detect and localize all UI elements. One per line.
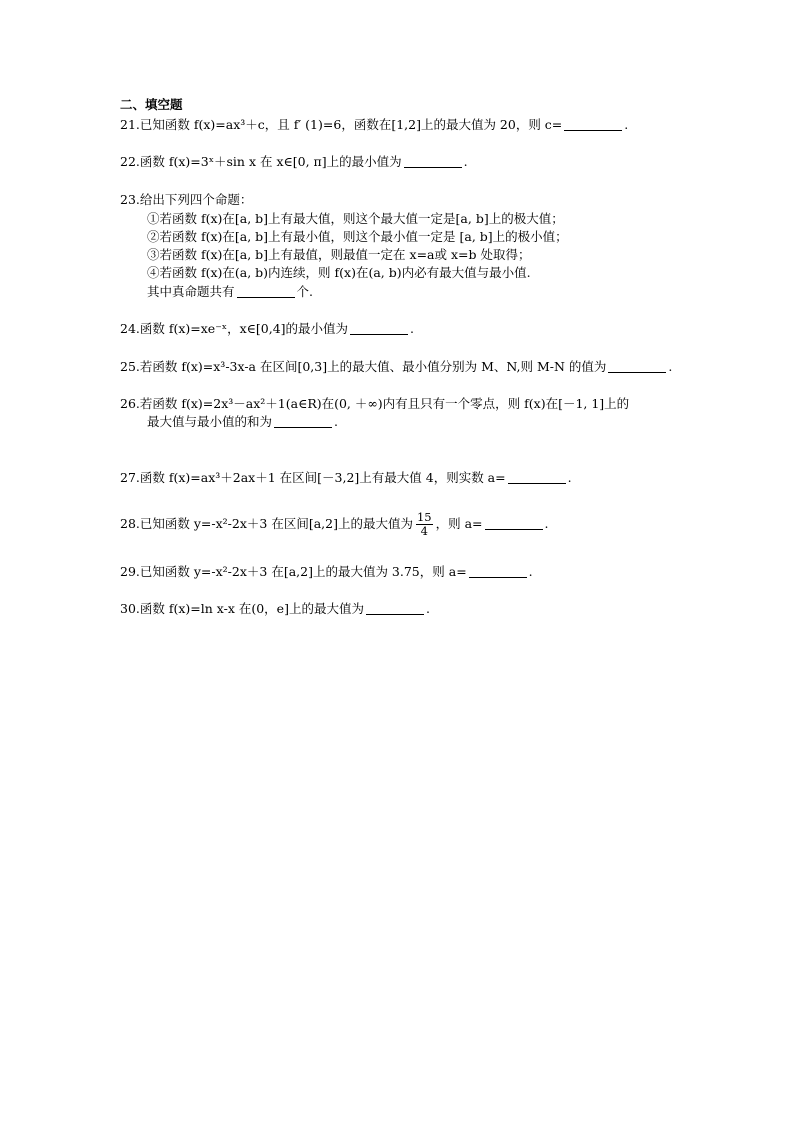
problem-21: 21.已知函数 f(x)=ax³＋c，且 f′ (1)=6，函数在[1,2]上的最大值为 20，则 c= . <box>120 117 629 132</box>
problem-23-item-1: ①若函数 f(x)在[a, b]上有最大值，则这个最大值一定是[a, b]上的极大值； <box>147 211 564 226</box>
problem-23-item-2: ②若函数 f(x)在[a, b]上有最小值，则这个最小值一定是 [a, b]上的极小值； <box>147 229 568 244</box>
problem-26-line-1: 26.若函数 f(x)=2x³－ax²＋1(a∈R)在(0, ＋∞)内有且只有一个零点，则 f(x)在[－1, 1]上的 <box>120 396 630 411</box>
answer-blank-22[interactable] <box>404 155 462 168</box>
answer-blank-23[interactable] <box>237 285 295 298</box>
answer-blank-28[interactable] <box>485 517 543 530</box>
problem-24: 24.函数 f(x)=xe⁻ˣ，x∈[0,4]的最小值为 . <box>120 321 415 336</box>
problem-24-text: 24.函数 f(x)=xe⁻ˣ，x∈[0,4]的最小值为 <box>120 321 349 336</box>
answer-blank-25[interactable] <box>608 360 666 373</box>
problem-23-conclusion: 其中真命题共有 个. <box>147 284 313 299</box>
problem-30: 30.函数 f(x)=ln x-x 在(0，e]上的最大值为 . <box>120 601 430 616</box>
problem-26-line-2: 最大值与最小值的和为 . <box>147 414 338 429</box>
problem-29: 29.已知函数 y=-x²-2x＋3 在[a,2]上的最大值为 3.75，则 a= . <box>120 564 533 579</box>
fraction-15-over-4: $\frac{15}{4}$ <box>416 510 432 538</box>
answer-blank-26[interactable] <box>274 415 332 428</box>
problem-27-text: 27.函数 f(x)=ax³＋2ax＋1 在区间[－3,2]上有最大值 4，则实数 a= <box>120 470 506 485</box>
answer-blank-30[interactable] <box>366 602 424 615</box>
problem-29-text: 29.已知函数 y=-x²-2x＋3 在[a,2]上的最大值为 3.75，则 a= <box>120 564 467 579</box>
problem-23-item-4: ④若函数 f(x)在(a, b)内连续，则 f(x)在(a, b)内必有最大值与最小值. <box>147 265 531 280</box>
problem-22: 22.函数 f(x)=3ˣ＋sin x 在 x∈[0, π]上的最小值为 . <box>120 154 468 169</box>
problem-23-item-3: ③若函数 f(x)在[a, b]上有最值，则最值一定在 x=a或 x=b 处取得； <box>147 247 531 262</box>
problem-30-text: 30.函数 f(x)=ln x-x 在(0，e]上的最大值为 <box>120 601 364 616</box>
problem-28: 28.已知函数 y=-x²-2x＋3 在区间[a,2]上的最大值为 $\frac{15}{4}$ ，则 a= . <box>120 510 549 538</box>
answer-blank-27[interactable] <box>508 471 566 484</box>
section-title: 二、填空题 <box>120 97 183 112</box>
problem-25: 25.若函数 f(x)=x³-3x-a 在区间[0,3]上的最大值、最小值分别为 M、N,则 M-N 的值为 . <box>120 359 673 374</box>
problem-23-intro: 23.给出下列四个命题： <box>120 192 253 207</box>
answer-blank-29[interactable] <box>469 565 527 578</box>
problem-25-text: 25.若函数 f(x)=x³-3x-a 在区间[0,3]上的最大值、最小值分别为 M、N,则 M-N 的值为 <box>120 359 607 374</box>
problem-27: 27.函数 f(x)=ax³＋2ax＋1 在区间[－3,2]上有最大值 4，则实数 a= . <box>120 470 572 485</box>
problem-22-text: 22.函数 f(x)=3ˣ＋sin x 在 x∈[0, π]上的最小值为 <box>120 154 402 169</box>
answer-blank-24[interactable] <box>350 322 408 335</box>
problem-21-text: 21.已知函数 f(x)=ax³＋c，且 f′ (1)=6，函数在[1,2]上的最大值为 20，则 c= <box>120 117 563 132</box>
problem-28-text: 28.已知函数 y=-x²-2x＋3 在区间[a,2]上的最大值为 <box>120 516 413 531</box>
answer-blank-21[interactable] <box>564 118 622 131</box>
